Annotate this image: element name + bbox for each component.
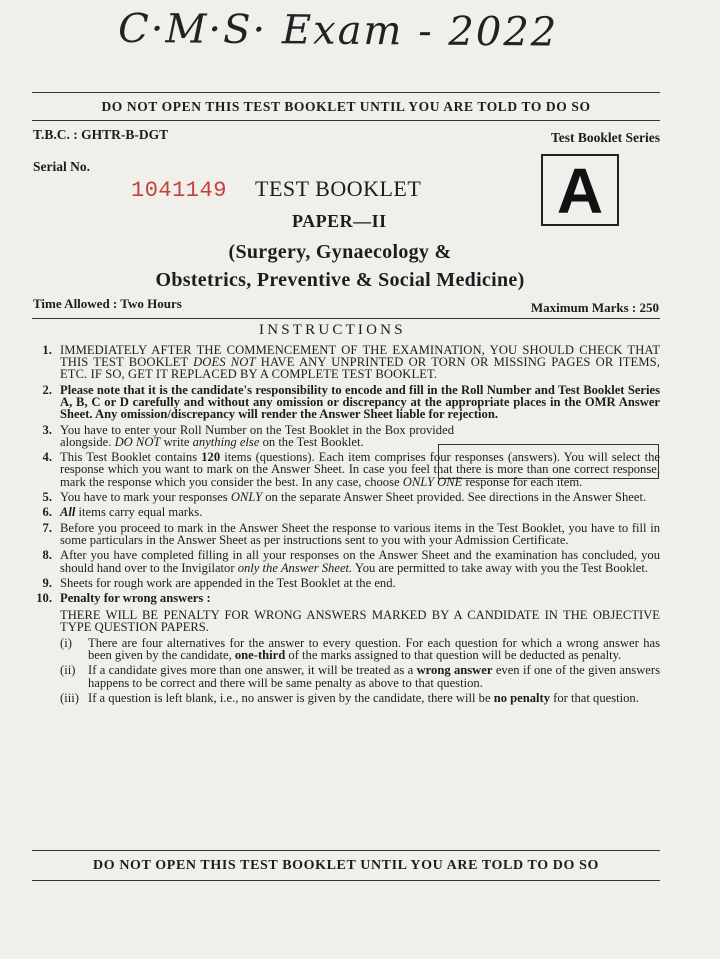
item-text-bold: one-third xyxy=(234,648,286,663)
instruction-item xyxy=(30,577,660,589)
bottom-rule xyxy=(32,850,660,851)
penalty-sublist xyxy=(30,637,660,704)
item-text-bold: 120 xyxy=(201,450,221,465)
penalty-title: Penalty for wrong answers : xyxy=(60,591,211,606)
header-rule xyxy=(32,318,660,319)
item-number: 7. xyxy=(42,520,52,535)
item-text: If a question is left blank, i.e., no answer is given by the candidate, there will be xyxy=(88,690,494,705)
penalty-item xyxy=(60,692,660,704)
item-text: IMMEDIATELY AFTER THE COMMENCEMENT OF THE EXAMINATION, YOU SHOULD CHECK THAT THIS TEST BOOKLET xyxy=(60,343,660,370)
bottom-rule-lower xyxy=(32,880,660,881)
item-text: This Test Booklet contains xyxy=(60,450,202,465)
item-text: write xyxy=(160,434,193,449)
item-text: response for each item. xyxy=(462,474,583,489)
penalty-item xyxy=(60,664,660,688)
serial-number: 1041149 xyxy=(131,178,227,203)
instruction-item xyxy=(30,592,660,604)
item-text: HAVE ANY UNPRINTED OR TORN OR MISSING PAGES OR ITEMS, ETC. IF SO, GET IT REPLACED BY A COMPLETE TEST BOOKLET. xyxy=(60,355,660,382)
item-text: If a candidate gives more than one answer, it will be treated as a xyxy=(88,663,417,678)
item-text-bold: All xyxy=(60,505,76,520)
penalty-paragraph: THERE WILL BE PENALTY FOR WRONG ANSWERS MARKED BY A CANDIDATE IN THE OBJECTIVE TYPE QUESTION PAPERS. xyxy=(60,607,660,634)
item-number: 9. xyxy=(42,575,52,590)
paper-number: PAPER—II xyxy=(292,211,387,231)
item-text-italic: anything else xyxy=(192,434,260,449)
instruction-item xyxy=(30,384,660,421)
tbc-code: T.B.C. : GHTR-B-DGT xyxy=(33,127,169,142)
instructions-heading: INSTRUCTIONS xyxy=(259,322,406,338)
serial-label: Serial No. xyxy=(33,159,90,174)
handwritten-title: C·M·S· Exam - 2022 xyxy=(117,5,559,56)
penalty-item-number: (iii) xyxy=(60,690,79,705)
item-text-italic: only the Answer Sheet. xyxy=(237,560,353,575)
instructions-list xyxy=(30,344,660,707)
booklet-title: TEST BOOKLET xyxy=(255,176,422,201)
series-letter-box xyxy=(541,154,619,226)
item-text: for that question. xyxy=(550,690,639,705)
instruction-item xyxy=(30,344,660,381)
series-letter: A xyxy=(556,155,604,227)
instruction-item xyxy=(30,491,660,503)
item-text: Sheets for rough work are appended in the Test Booklet at the end. xyxy=(60,575,396,590)
item-text: on the Test Booklet. xyxy=(259,434,364,449)
item-number: 3. xyxy=(42,422,52,437)
item-number: 5. xyxy=(42,489,52,504)
item-text-italic: DOES NOT xyxy=(193,355,256,370)
instruction-item xyxy=(30,506,660,518)
bottom-notice: DO NOT OPEN THIS TEST BOOKLET UNTIL YOU ARE TOLD TO DO SO xyxy=(93,858,599,873)
item-text: You have to enter your Roll Number on the Test Booklet in the Box provided alongside. xyxy=(60,422,454,449)
item-number: 4. xyxy=(42,450,52,465)
top-rule-lower xyxy=(32,120,660,121)
subject-line-2: Obstetrics, Preventive & Social Medicine) xyxy=(155,269,525,291)
test-booklet-series-label: Test Booklet Series xyxy=(551,130,660,145)
item-text: even if one of the given answers happens to be correct and there will be same penalty as above to that question. xyxy=(88,663,660,690)
item-text: items (questions). Each item comprises four responses (answers). You will select the response which you want to mark on the Answer Sheet. In case you feel that there is more than one correct response, mark the response which you consider the best. In any case, choose xyxy=(60,450,660,489)
item-text: Please note that it is the candidate's responsibility to encode and fill in the Roll Number and Test Booklet Series A, B, C or D carefully and without any omission or discrepancy at the appropriate places in the OMR Answer Sheet. Any omission/discrepancy will render the Answer Sheet liable for rejection. xyxy=(60,382,660,422)
item-text-italic: ONLY ONE xyxy=(402,474,463,489)
instruction-item xyxy=(30,451,660,488)
item-number: 1. xyxy=(42,343,52,357)
subject-title xyxy=(60,238,620,294)
item-text-bold: wrong answer xyxy=(416,663,493,678)
instruction-item xyxy=(30,549,660,573)
subject-line-1: (Surgery, Gynaecology & xyxy=(228,241,452,263)
item-number: 10. xyxy=(36,591,52,606)
item-text: You have to mark your responses xyxy=(60,489,231,504)
maximum-marks: Maximum Marks : 250 xyxy=(530,300,659,315)
top-rule xyxy=(32,92,660,93)
item-text: on the separate Answer Sheet provided. See directions in the Answer Sheet. xyxy=(262,489,647,504)
penalty-item-number: (i) xyxy=(60,635,72,650)
item-text-italic: ONLY xyxy=(230,489,263,504)
item-number: 6. xyxy=(42,505,52,520)
item-text: of the marks assigned to that question will be deducted as penalty. xyxy=(285,648,622,663)
instruction-item xyxy=(30,424,454,448)
penalty-item-number: (ii) xyxy=(60,663,76,678)
item-text-bold: no penalty xyxy=(493,690,551,705)
item-text: Before you proceed to mark in the Answer Sheet the response to various items in the Test Booklet, you have to fill in some particulars in the Answer Sheet as per instructions sent to you with your Admission Certificate. xyxy=(60,520,660,547)
time-allowed: Time Allowed : Two Hours xyxy=(33,296,182,311)
instruction-item xyxy=(30,522,660,546)
item-number: 8. xyxy=(42,548,52,563)
item-text: You are permitted to take away with you the Test Booklet. xyxy=(352,560,649,575)
item-number: 2. xyxy=(42,382,52,397)
item-text: After you have completed filling in all your responses on the Answer Sheet and the examination has concluded, you should hand over to the Invigilator xyxy=(60,548,660,575)
penalty-item xyxy=(60,637,660,661)
item-text: items carry equal marks. xyxy=(75,505,203,520)
item-text: There are four alternatives for the answer to every question. For each question for which a wrong answer has been given by the candidate, xyxy=(88,635,660,663)
item-text-italic: DO NOT xyxy=(114,434,161,449)
top-notice: DO NOT OPEN THIS TEST BOOKLET UNTIL YOU ARE TOLD TO DO SO xyxy=(101,99,591,114)
